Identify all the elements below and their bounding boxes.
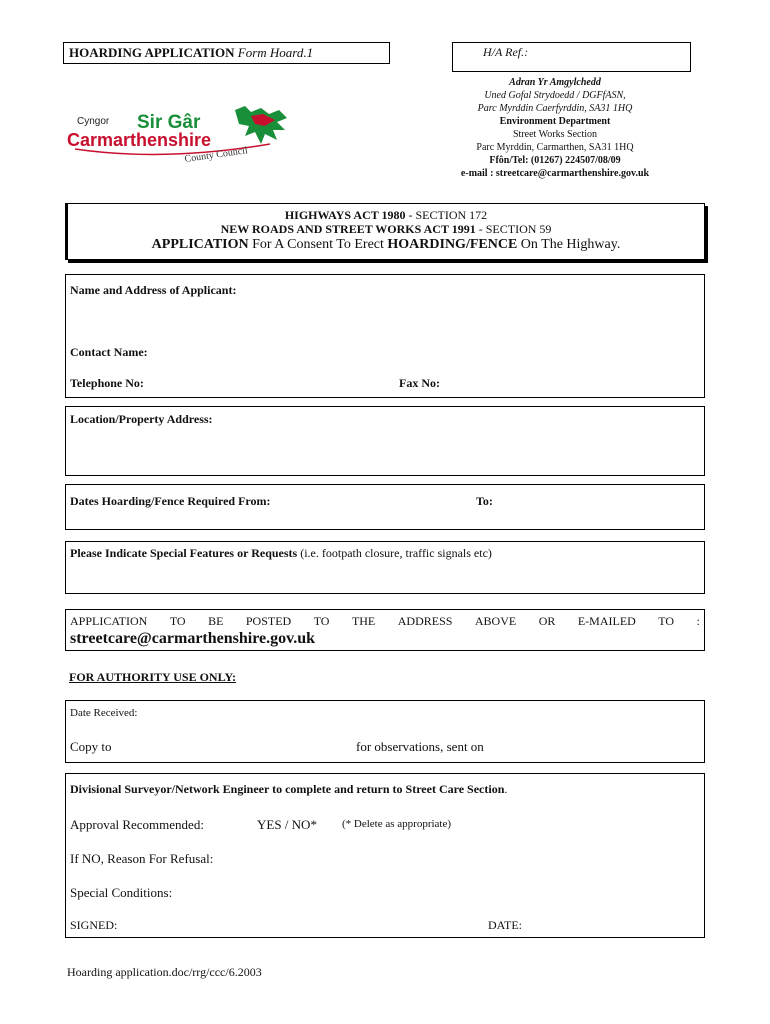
on-the-highway: On The Highway. xyxy=(517,237,621,252)
council-logo xyxy=(65,102,297,166)
dates-section[interactable] xyxy=(65,484,705,530)
posting-word: OR xyxy=(538,614,556,628)
posting-word: APPLICATION xyxy=(70,614,148,628)
posting-word: TO xyxy=(313,614,330,628)
observations-label: for observations, sent on xyxy=(356,739,484,754)
surveyor-section[interactable] xyxy=(65,773,705,938)
hoarding-fence-word: HOARDING/FENCE xyxy=(387,237,518,252)
posting-word: POSTED xyxy=(245,614,292,628)
act-1-section: - SECTION 172 xyxy=(405,208,488,222)
copy-to-label: Copy to xyxy=(70,739,112,754)
posting-word: E-MAILED xyxy=(577,614,636,628)
welsh-address-line1: Uned Gofal Strydoedd / DGFfASN, xyxy=(484,90,626,101)
application-purpose: For A Consent To Erect xyxy=(248,237,388,252)
act-2-section: - SECTION 59 xyxy=(475,222,552,236)
form-title: HOARDING APPLICATION xyxy=(69,45,235,60)
english-address-line1: Street Works Section xyxy=(513,129,597,140)
logo-carmarthenshire: Carmarthenshire xyxy=(67,130,212,150)
approval-label: Approval Recommended: xyxy=(70,817,204,832)
authority-section[interactable] xyxy=(65,700,705,763)
phone-number: Ffôn/Tel: (01267) 224507/08/09 xyxy=(489,155,621,166)
location-label: Location/Property Address: xyxy=(70,412,213,426)
refusal-reason-label: If NO, Reason For Refusal: xyxy=(70,851,214,866)
posting-text xyxy=(70,614,700,629)
special-features-section[interactable] xyxy=(65,541,705,594)
english-address-line2: Parc Myrddin, Carmarthen, SA31 1HQ xyxy=(476,142,634,153)
dragon-logo-icon xyxy=(65,102,297,166)
posting-word: THE xyxy=(351,614,376,628)
posting-word: : xyxy=(696,614,700,628)
legislation-box xyxy=(65,203,705,260)
posting-email: streetcare@carmarthenshire.gov.uk xyxy=(70,630,316,647)
telephone-label: Telephone No: xyxy=(70,376,144,390)
posting-word: TO xyxy=(169,614,186,628)
posting-word: ABOVE xyxy=(474,614,517,628)
act-2-name: NEW ROADS AND STREET WORKS ACT 1991 xyxy=(220,222,476,236)
dates-from-label: Dates Hoarding/Fence Required From: xyxy=(70,494,271,508)
special-features-label: Please Indicate Special Features or Requests (i.e. footpath closure, traffic signals etc) xyxy=(70,546,492,560)
delete-note: (* Delete as appropriate) xyxy=(342,818,452,830)
date-received-label: Date Received: xyxy=(70,707,138,719)
date-label: DATE: xyxy=(488,918,522,932)
posting-word: BE xyxy=(208,614,224,628)
ha-ref-label: H/A Ref.: xyxy=(483,45,529,59)
logo-sir-gar: Sir Gâr xyxy=(137,112,201,133)
logo-cyngor: Cyngor xyxy=(77,116,110,127)
welsh-address-line2: Parc Myrddin Caerfyrddin, SA31 1HQ xyxy=(477,103,633,114)
act-1-name: HIGHWAYS ACT 1980 xyxy=(284,208,406,222)
authority-use-heading: FOR AUTHORITY USE ONLY: xyxy=(69,670,237,684)
posting-word: ADDRESS xyxy=(397,614,453,628)
posting-word: TO xyxy=(658,614,675,628)
application-word: APPLICATION xyxy=(151,237,249,252)
signed-label: SIGNED: xyxy=(70,918,118,932)
special-conditions-label: Special Conditions: xyxy=(70,885,173,900)
location-section[interactable] xyxy=(65,406,705,476)
fax-label: Fax No: xyxy=(399,376,440,390)
contact-name-label: Contact Name: xyxy=(70,345,148,359)
department-address xyxy=(395,76,715,180)
dates-to-label: To: xyxy=(476,494,493,508)
document-footer: Hoarding application.doc/rrg/ccc/6.2003 xyxy=(67,965,262,979)
posting-instructions xyxy=(65,609,705,651)
ha-ref-box[interactable] xyxy=(452,42,691,72)
surveyor-heading: Divisional Surveyor/Network Engineer to complete and return to Street Care Section. xyxy=(70,782,508,796)
email-address: e-mail : streetcare@carmarthenshire.gov.uk xyxy=(460,168,650,179)
logo-county-council: County Council xyxy=(183,145,249,165)
form-number: Form Hoard.1 xyxy=(237,45,314,60)
welsh-dept-name: Adran Yr Amgylchedd xyxy=(509,77,601,88)
applicant-section[interactable] xyxy=(65,274,705,398)
name-address-label: Name and Address of Applicant: xyxy=(70,283,237,297)
form-title-box xyxy=(63,42,390,64)
english-dept-name: Environment Department xyxy=(499,116,611,127)
yes-no-option[interactable]: YES / NO* xyxy=(257,817,317,832)
